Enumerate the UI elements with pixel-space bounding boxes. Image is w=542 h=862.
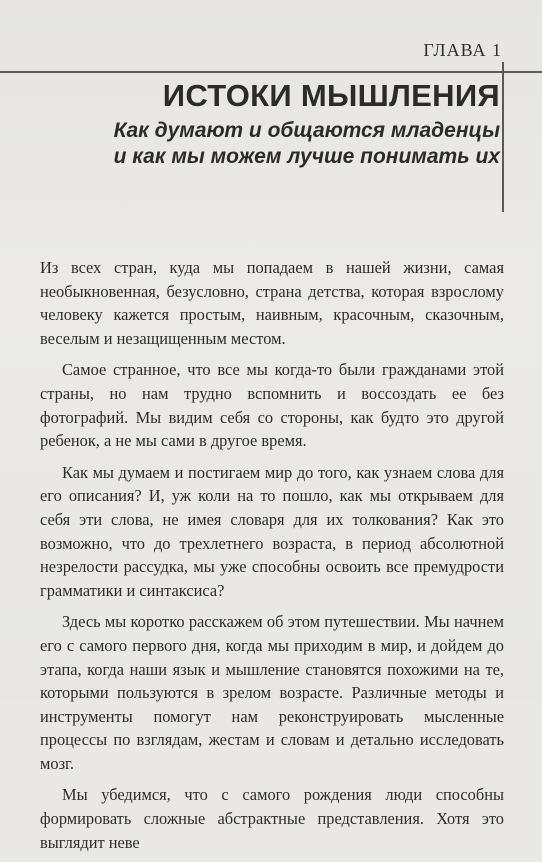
paragraph: Самое странное, что все мы когда-то были гражданами этой страны, но нам трудно вспомнить и воссоздать ее без фотографий. Мы видим себя со стороны, как будто это другой ребенок, а не мы сами в другое время. [40, 360, 504, 451]
subtitle-line-2: и как мы можем лучше понимать их [113, 145, 500, 168]
paragraph: Мы убедимся, что с самого рождения люди способны формировать сложные абстрактные представления. Хотя это выглядит неве [40, 785, 504, 852]
subtitle-line-1: Как думают и общаются младенцы [113, 119, 500, 142]
chapter-subtitle [114, 118, 500, 170]
chapter-divider-line [0, 71, 542, 73]
paragraph: Здесь мы коротко расскажем об этом путешествии. Мы начнем его с самого первого дня, когда мы приходим в мир, и дойдем до этапа, когда наши язык и мышление становятся похожими на те, которыми пользуются в зрелом возрасте. Различные методы и инструменты помогут нам реконструировать мысленные процессы по взглядам, жестам и словам и детально исследовать мозг. [40, 612, 504, 773]
chapter-label: ГЛАВА 1 [423, 40, 502, 60]
chapter-title: ИСТОКИ МЫШЛЕНИЯ [162, 78, 500, 113]
paragraph: Из всех стран, куда мы попадаем в нашей жизни, самая необыкновенная, безусловно, страна детства, которая взрослому человеку кажется простым, наивным, красочным, сказочным, веселым и незащищенным местом. [40, 258, 504, 348]
paragraph: Как мы думаем и постигаем мир до того, как узнаем слова для его описания? И, уж коли на то пошло, как мы открываем для себя эти слова, не имея словаря для их толкования? Как это возможно, что до трехлетнего возраста, в период абсолютной незрелости рассудка, мы уже способны освоить все премудрости грамматики и синтаксиса? [40, 462, 504, 600]
chapter-vertical-rule [502, 62, 504, 212]
body-text [40, 256, 504, 862]
